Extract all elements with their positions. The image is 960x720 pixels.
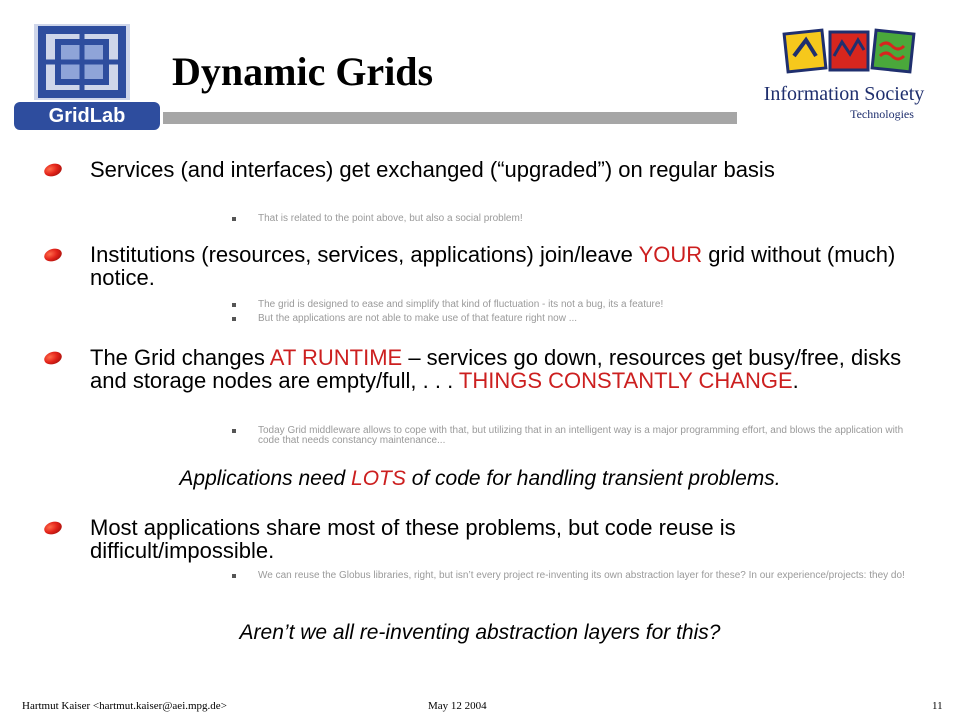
gridlab-logo-text: GridLab — [48, 105, 126, 127]
slide-title: Dynamic Grids — [172, 49, 434, 94]
footer-page-number: 11 — [932, 700, 943, 712]
ist-logo-line2: Technologies — [850, 107, 914, 121]
sub-list-1 — [232, 214, 912, 228]
square-bullet-icon — [232, 429, 236, 433]
square-bullet-icon — [232, 317, 236, 321]
sub-item: That is related to the point above, but also a social problem! — [232, 214, 912, 224]
sub-item: The grid is designed to ease and simplify that kind of fluctuation - its not a bug, its a feature! — [232, 300, 912, 310]
sub-item: We can reuse the Globus libraries, right, but isn’t every project re-inventing its own abstraction layer for these? In our experience/projects: they do! — [232, 571, 912, 581]
sub-item: But the applications are not able to make use of that feature right now ... — [232, 314, 912, 324]
footer-date: May 12 2004 — [428, 700, 487, 712]
ist-logo-line1: Information Society — [763, 83, 925, 105]
bullet-text-4: Most applications share most of these problems, but code reuse is difficult/impossible. — [90, 515, 736, 563]
emphasis-line-1: Applications need LOTS of code for handling transient problems. — [179, 467, 781, 490]
sub-list-4 — [232, 571, 912, 585]
sub-list-3 — [232, 426, 912, 450]
red-bullet-icon — [43, 162, 64, 179]
bullet-text-3: The Grid changes AT RUNTIME – services go down, resources get busy/free, disks and storage nodes are empty/full, . . . THINGS CONSTANTLY CHANGE. — [90, 345, 902, 393]
square-bullet-icon — [232, 303, 236, 307]
square-bullet-icon — [232, 217, 236, 221]
sub-list-2 — [232, 300, 912, 328]
red-bullet-icon — [43, 520, 64, 537]
footer-author: Hartmut Kaiser <hartmut.kaiser@aei.mpg.de> — [22, 700, 227, 712]
square-bullet-icon — [232, 574, 236, 578]
emphasis-line-2: Aren’t we all re-inventing abstraction layers for this? — [239, 621, 721, 644]
bullet-text-2: Institutions (resources, services, applications) join/leave YOUR grid without (much) notice. — [90, 242, 896, 290]
red-bullet-icon — [43, 350, 64, 367]
bullet-text-1: Services (and interfaces) get exchanged (“upgraded”) on regular basis — [90, 157, 775, 182]
red-bullet-icon — [43, 247, 64, 264]
sub-item: Today Grid middleware allows to cope with that, but utilizing that in an intelligent way is a major programming effort, and blows the application with code that needs constancy maintenance... — [232, 426, 912, 446]
